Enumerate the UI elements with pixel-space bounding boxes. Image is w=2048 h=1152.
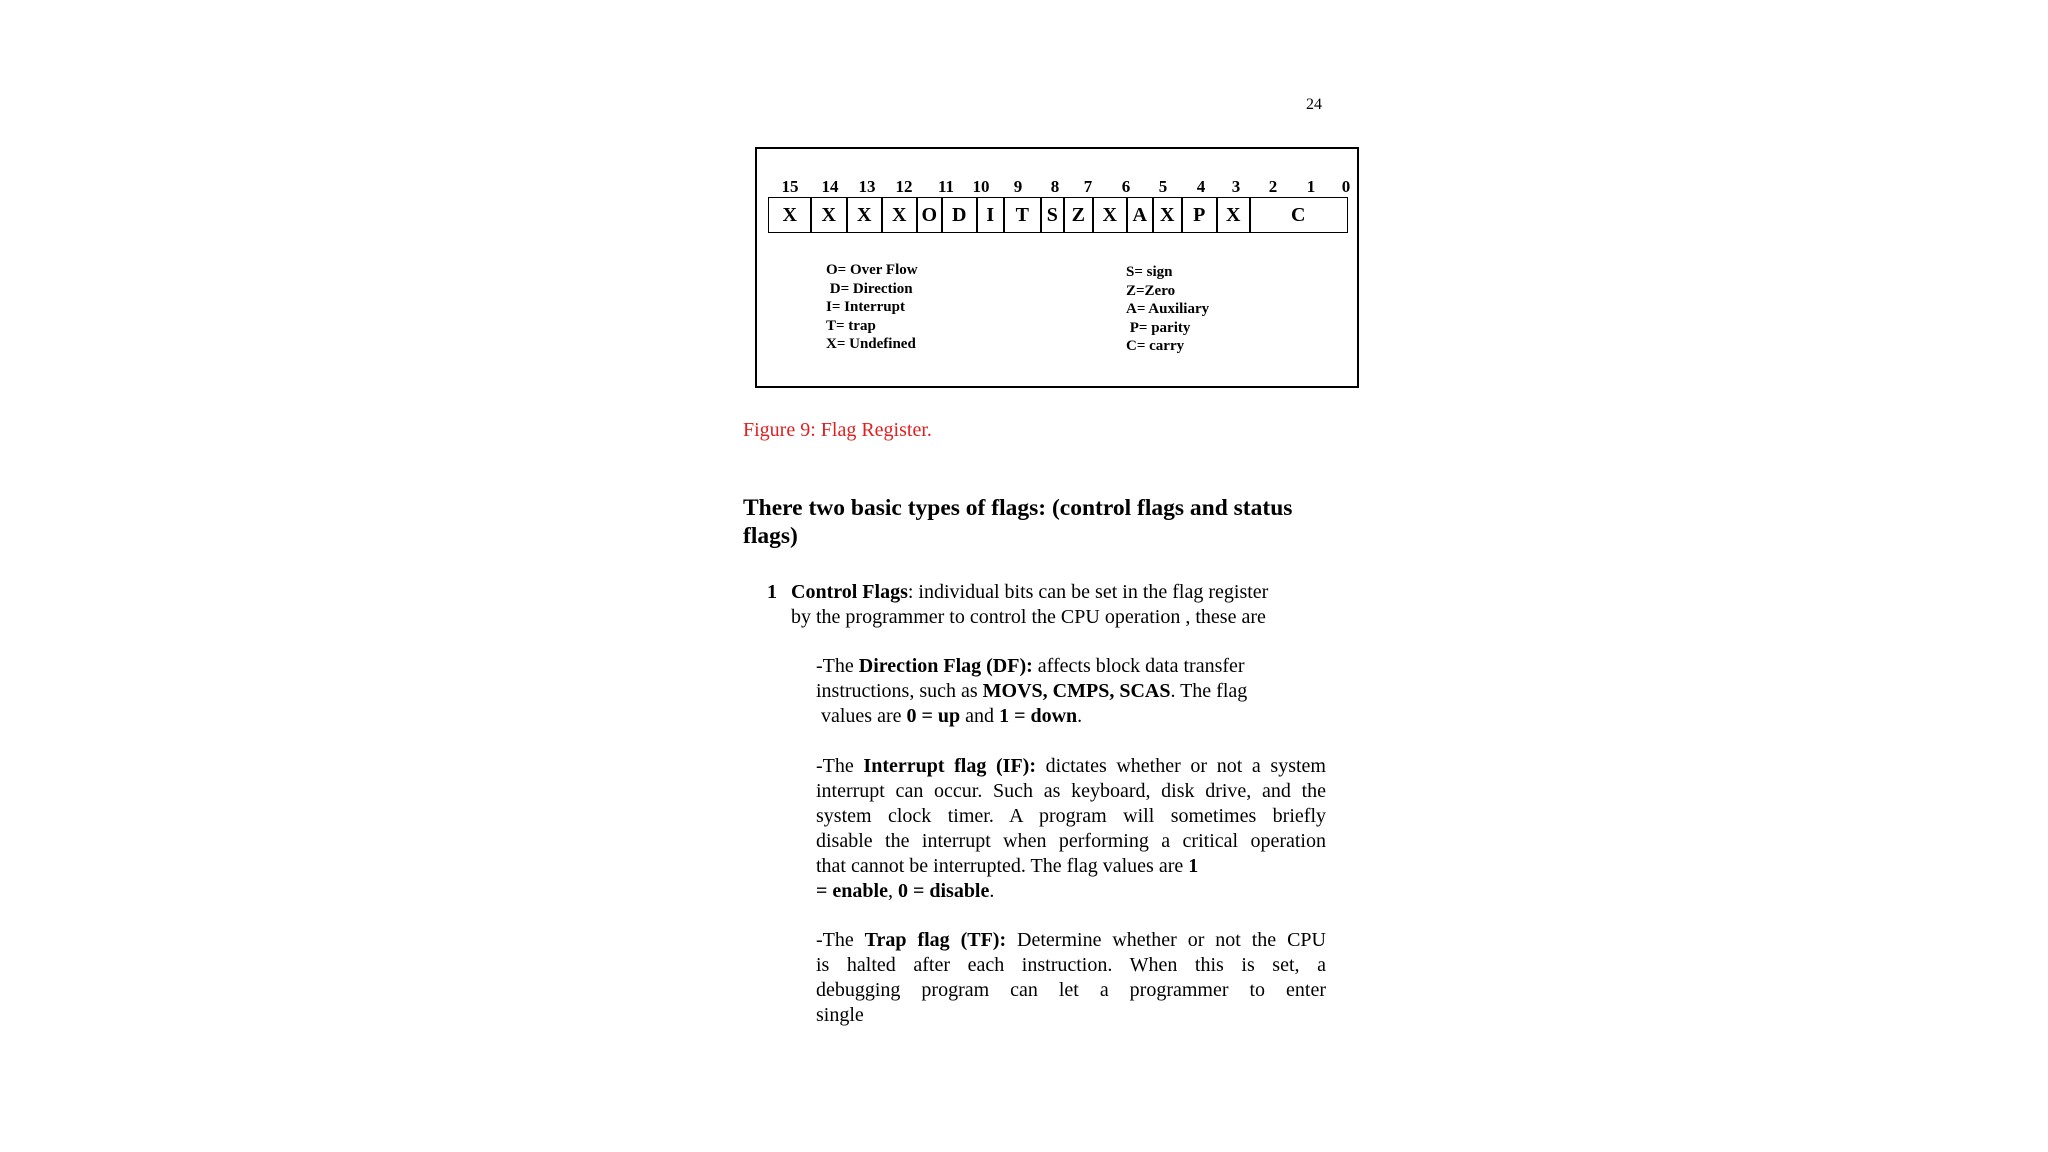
legend-item: O= Over Flow (826, 262, 918, 278)
bit-cell: X (768, 197, 812, 233)
term: Trap flag (TF): (864, 929, 1007, 951)
bit-cell: X (1216, 197, 1251, 233)
bit-number: 12 (895, 177, 913, 196)
list-number: 1 (767, 581, 777, 603)
bit-cell: X (810, 197, 848, 233)
text: , (887, 880, 898, 902)
term: = enable (816, 880, 888, 902)
term: 0 = disable (897, 880, 990, 902)
bit-cell: P (1181, 197, 1218, 233)
flag-register-figure (755, 147, 1359, 388)
bit-number: 7 (1083, 177, 1093, 196)
legend-item: C= carry (1126, 338, 1185, 355)
term: 1 = down (999, 705, 1078, 727)
text: instructions, such as (816, 680, 983, 702)
text: : individual bits can be set in the flag register (907, 581, 1269, 603)
control-flags-item (767, 580, 1327, 630)
text: disable the interrupt when performing a critical operation (816, 830, 1326, 852)
bit-number: 10 (972, 177, 990, 196)
text: Determine whether or not the CPU (1006, 929, 1327, 951)
text: debugging program can let a programmer to enter (816, 979, 1326, 1001)
text: . (1077, 705, 1083, 727)
bit-number: 2 (1268, 177, 1278, 196)
text: that cannot be interrupted. The flag values are (816, 855, 1189, 877)
bit-cell: X (1092, 197, 1128, 233)
text: . The flag (1170, 680, 1248, 702)
legend-item: T= trap (826, 317, 876, 334)
text: single (816, 1004, 864, 1026)
bit-number: 6 (1121, 177, 1131, 196)
bit-number: 14 (821, 177, 839, 196)
legend-item: P= parity (1126, 319, 1191, 336)
bit-cell: O (916, 197, 943, 233)
text: affects block data transfer (1032, 655, 1245, 677)
legend-item: I= Interrupt (826, 299, 905, 316)
text: . (989, 880, 995, 902)
bit-cell: T (1003, 197, 1042, 233)
bit-cell: I (976, 197, 1005, 233)
bit-number: 0 (1341, 177, 1351, 196)
bit-number: 4 (1196, 177, 1206, 196)
page-number: 24 (1306, 96, 1322, 113)
legend-left (826, 261, 918, 354)
text: interrupt can occur. Such as keyboard, disk drive, and the (816, 780, 1326, 802)
bit-number-row (757, 177, 1357, 197)
trap-flag-paragraph (816, 928, 1326, 1028)
term: Direction Flag (DF): (858, 655, 1033, 677)
term: Interrupt flag (IF): (863, 755, 1036, 777)
text: system clock timer. A program will sometimes briefly (816, 805, 1326, 827)
text: by the programmer to control the CPU operation , these are (791, 606, 1266, 628)
bit-number: 9 (1013, 177, 1023, 196)
term: MOVS, CMPS, SCAS (982, 680, 1171, 702)
legend-right (1126, 263, 1209, 356)
term: 1 (1188, 855, 1199, 877)
bit-cell: X (846, 197, 883, 233)
text: is halted after each instruction. When this is set, a (816, 954, 1326, 976)
legend-item: S= sign (1126, 264, 1173, 280)
direction-flag-paragraph (816, 654, 1336, 729)
bit-number: 1 (1306, 177, 1316, 196)
legend-item: X= Undefined (826, 336, 916, 353)
bit-cell: Z (1063, 197, 1094, 233)
term: 0 = up (906, 705, 961, 727)
bit-cell: D (941, 197, 978, 233)
bit-cell-row (768, 197, 1346, 233)
bit-cell: C (1249, 197, 1348, 233)
legend-item: D= Direction (826, 280, 913, 297)
bit-number: 8 (1050, 177, 1060, 196)
bit-number: 11 (937, 177, 955, 196)
bit-number: 13 (858, 177, 876, 196)
text: -The (816, 655, 859, 677)
legend-item: Z=Zero (1126, 282, 1176, 299)
bit-number: 15 (781, 177, 799, 196)
text: dictates whether or not a system (1036, 755, 1326, 777)
text: -The (816, 755, 864, 777)
bit-cell: A (1126, 197, 1154, 233)
list-item-text (791, 580, 1327, 630)
bit-cell: X (1152, 197, 1183, 233)
bit-number: 5 (1158, 177, 1168, 196)
text: and (960, 705, 1000, 727)
figure-caption: Figure 9: Flag Register. (743, 419, 932, 441)
term: Control Flags (791, 581, 908, 603)
heading-line: flags) (743, 523, 798, 549)
bit-number: 3 (1231, 177, 1241, 196)
bit-cell: S (1040, 197, 1065, 233)
legend-item: A= Auxiliary (1126, 301, 1210, 318)
section-heading (743, 494, 1343, 550)
interrupt-flag-paragraph (816, 754, 1326, 904)
heading-line: There two basic types of flags: (control flags and status (743, 495, 1293, 521)
text: -The (816, 929, 865, 951)
text: values are (816, 705, 907, 727)
bit-cell: X (881, 197, 918, 233)
